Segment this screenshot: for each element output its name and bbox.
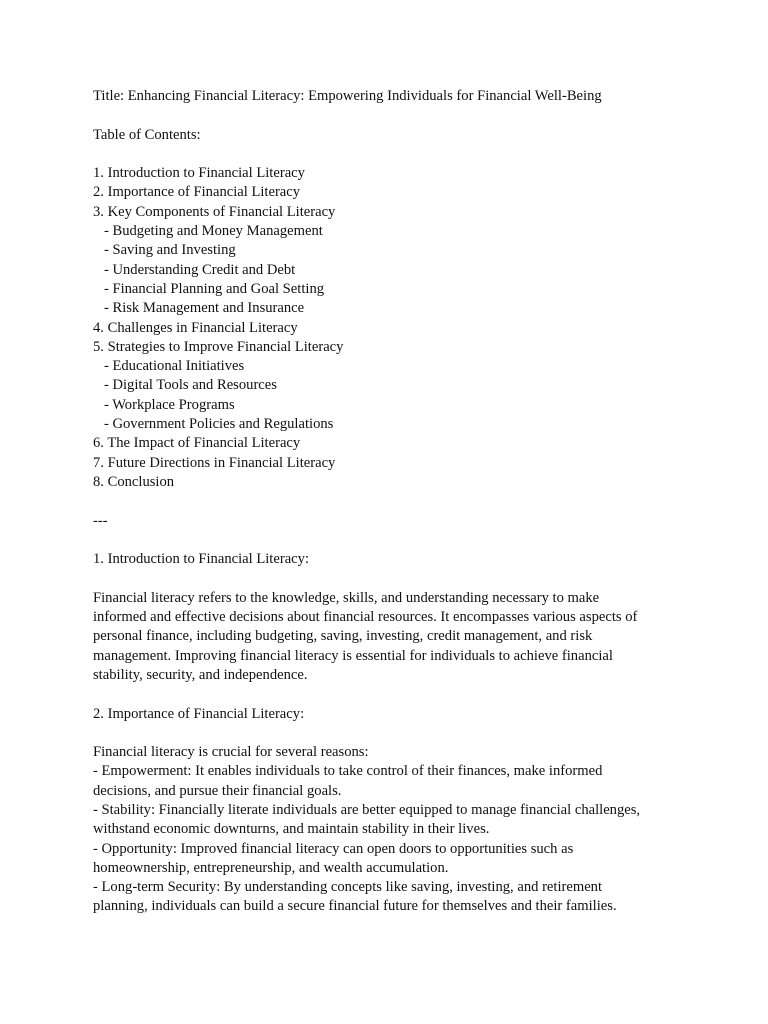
paragraph-line: - Stability: Financially literate individuals are better equipped to manage financial challenges, xyxy=(93,801,641,818)
paragraph-line: planning, individuals can build a secure financial future for themselves and their families. xyxy=(93,898,617,915)
section-2-heading: 2. Importance of Financial Literacy: xyxy=(93,705,305,722)
section-1-paragraph xyxy=(93,589,693,685)
toc-subitem: - Educational Initiatives xyxy=(93,358,245,375)
paragraph-line: decisions, and pursue their financial goals. xyxy=(93,782,342,799)
paragraph-line: withstand economic downturns, and maintain stability in their lives. xyxy=(93,821,490,838)
spacer xyxy=(93,531,693,550)
spacer xyxy=(93,724,693,743)
paragraph-line: - Empowerment: It enables individuals to take control of their finances, make informed xyxy=(93,763,603,780)
paragraph-line: - Opportunity: Improved financial literacy can open doors to opportunities such as xyxy=(93,840,574,857)
paragraph-line: Financial literacy is crucial for several reasons: xyxy=(93,744,369,761)
spacer xyxy=(93,569,693,588)
toc-item: 8. Conclusion xyxy=(93,473,175,490)
paragraph-line: management. Improving financial literacy is essential for individuals to achieve financial xyxy=(93,647,613,664)
toc-subitem: - Workplace Programs xyxy=(93,396,235,413)
spacer xyxy=(93,145,693,164)
paragraph-line: stability, security, and independence. xyxy=(93,666,308,683)
table-of-contents xyxy=(93,164,693,492)
toc-subitem: - Understanding Credit and Debt xyxy=(93,261,296,278)
document-title: Title: Enhancing Financial Literacy: Empowering Individuals for Financial Well-Being xyxy=(93,88,602,104)
toc-item: 6. The Impact of Financial Literacy xyxy=(93,435,301,452)
toc-subitem: - Digital Tools and Resources xyxy=(93,377,277,394)
toc-heading: Table of Contents: xyxy=(93,126,201,143)
section-separator: --- xyxy=(93,512,108,529)
toc-subitem: - Risk Management and Insurance xyxy=(93,300,305,317)
toc-subitem: - Financial Planning and Goal Setting xyxy=(93,280,325,297)
document-page xyxy=(93,87,693,917)
paragraph-line: informed and effective decisions about financial resources. It encompasses various aspects of xyxy=(93,609,638,626)
paragraph-line: Financial literacy refers to the knowledge, skills, and understanding necessary to make xyxy=(93,589,600,606)
toc-subitem: - Government Policies and Regulations xyxy=(93,416,334,433)
toc-item: 2. Importance of Financial Literacy xyxy=(93,184,301,201)
paragraph-line: - Long-term Security: By understanding concepts like saving, investing, and retirement xyxy=(93,879,603,896)
spacer xyxy=(93,685,693,704)
toc-item: 1. Introduction to Financial Literacy xyxy=(93,165,305,182)
toc-item: 3. Key Components of Financial Literacy xyxy=(93,203,336,220)
toc-item: 7. Future Directions in Financial Literacy xyxy=(93,454,336,471)
paragraph-line: homeownership, entrepreneurship, and wealth accumulation. xyxy=(93,859,449,876)
toc-subitem: - Budgeting and Money Management xyxy=(93,223,323,240)
toc-subitem: - Saving and Investing xyxy=(93,242,236,259)
spacer xyxy=(93,106,693,125)
section-2-paragraph xyxy=(93,743,693,917)
toc-item: 4. Challenges in Financial Literacy xyxy=(93,319,298,336)
section-1-heading: 1. Introduction to Financial Literacy: xyxy=(93,551,310,568)
paragraph-line: personal finance, including budgeting, saving, investing, credit management, and risk xyxy=(93,628,593,645)
toc-item: 5. Strategies to Improve Financial Literacy xyxy=(93,338,344,355)
spacer xyxy=(93,492,693,511)
